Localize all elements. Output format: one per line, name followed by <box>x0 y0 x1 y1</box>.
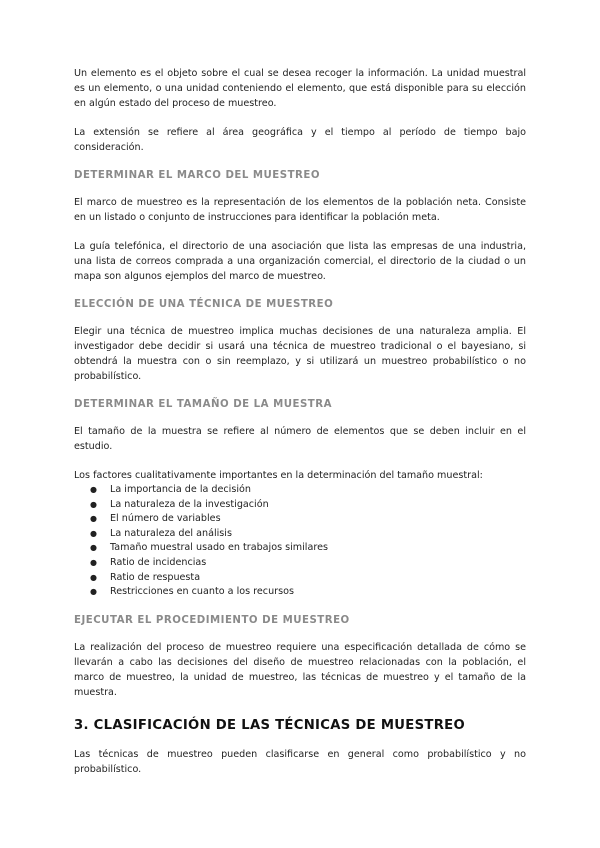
list-item-text: Ratio de incidencias <box>110 556 207 568</box>
heading-ejecutar-procedimiento: EJECUTAR EL PROCEDIMIENTO DE MUESTREO <box>74 614 350 626</box>
bullet-icon: ● <box>90 557 97 567</box>
list-item <box>74 541 526 556</box>
paragraph-ejecutar: La realización del proceso de muestreo requiere una especificación detallada de cómo se llevarán a cabo las decisiones del diseño de muestreo relacionadas con la población, el marco de muestreo, la unidad de muestreo, las técnicas de muestreo y el tamaño de la muestra. <box>74 641 526 698</box>
paragraph-extension: La extensión se refiere al área geográfica y el tiempo al período de tiempo bajo consideración. <box>74 127 526 153</box>
paragraph-marco-ejemplos: La guía telefónica, el directorio de una asociación que lista las empresas de una industria, una lista de correos comprada a una organización comercial, el directorio de la ciudad o un mapa son algunos ejemplos del marco de muestreo. <box>74 241 526 282</box>
paragraph-tamano-factores-intro: Los factores cualitativamente importantes en la determinación del tamaño muestral: <box>74 470 483 481</box>
bullet-icon: ● <box>90 514 97 524</box>
bullet-icon: ● <box>90 485 97 494</box>
factors-list <box>74 483 526 600</box>
list-item <box>74 585 526 600</box>
heading-tamano-muestra: DETERMINAR EL TAMAÑO DE LA MUESTRA <box>74 399 332 410</box>
document-page <box>74 66 526 777</box>
bullet-icon: ● <box>90 543 97 553</box>
list-item <box>74 571 526 586</box>
list-item <box>74 498 526 513</box>
list-item <box>74 512 526 527</box>
paragraph-tamano-definicion: El tamaño de la muestra se refiere al número de elementos que se deben incluir en el estudio. <box>74 426 526 452</box>
list-item-text: La naturaleza de la investigación <box>110 498 269 510</box>
list-item-text: Restricciones en cuanto a los recursos <box>110 586 294 598</box>
heading-clasificacion-tecnicas: 3. CLASIFICACIÓN DE LAS TÉCNICAS DE MUESTREO <box>74 717 465 733</box>
list-item <box>74 556 526 571</box>
bullet-icon: ● <box>90 499 97 509</box>
bullet-icon: ● <box>90 528 97 538</box>
list-item-text: La importancia de la decisión <box>110 484 251 495</box>
bullet-icon: ● <box>90 572 97 582</box>
bullet-icon: ● <box>90 587 97 597</box>
paragraph-tecnica: Elegir una técnica de muestreo implica muchas decisiones de una naturaleza amplia. El investigador debe decidir si usará una técnica de muestreo tradicional o el bayesiano, si obtendrá la muestra con o sin reemplazo, y si utilizará un muestreo probabilístico o no probabilístico. <box>74 326 526 382</box>
list-item-text: Ratio de respuesta <box>110 571 201 583</box>
list-item-text: El número de variables <box>110 513 221 525</box>
paragraph-clasificacion: Las técnicas de muestreo pueden clasificarse en general como probabilístico y no probabilístico. <box>74 748 526 775</box>
list-item-text: Tamaño muestral usado en trabajos similares <box>110 542 328 554</box>
list-item-text: La naturaleza del análisis <box>110 527 232 539</box>
heading-tecnica-muestreo: ELECCIÓN DE UNA TÉCNICA DE MUESTREO <box>74 299 334 310</box>
paragraph-marco-definicion: El marco de muestreo es la representación de los elementos de la población neta. Consiste en un listado o conjunto de instrucciones para identificar la población meta. <box>74 197 526 223</box>
heading-marco-muestreo: DETERMINAR EL MARCO DEL MUESTREO <box>74 170 321 181</box>
paragraph-elemento: Un elemento es el objeto sobre el cual se desea recoger la información. La unidad muestral es un elemento, o una unidad conteniendo el elemento, que está disponible para su elección en algún estado del proceso de muestreo. <box>74 68 526 109</box>
list-item <box>74 527 526 542</box>
list-item <box>74 483 526 498</box>
